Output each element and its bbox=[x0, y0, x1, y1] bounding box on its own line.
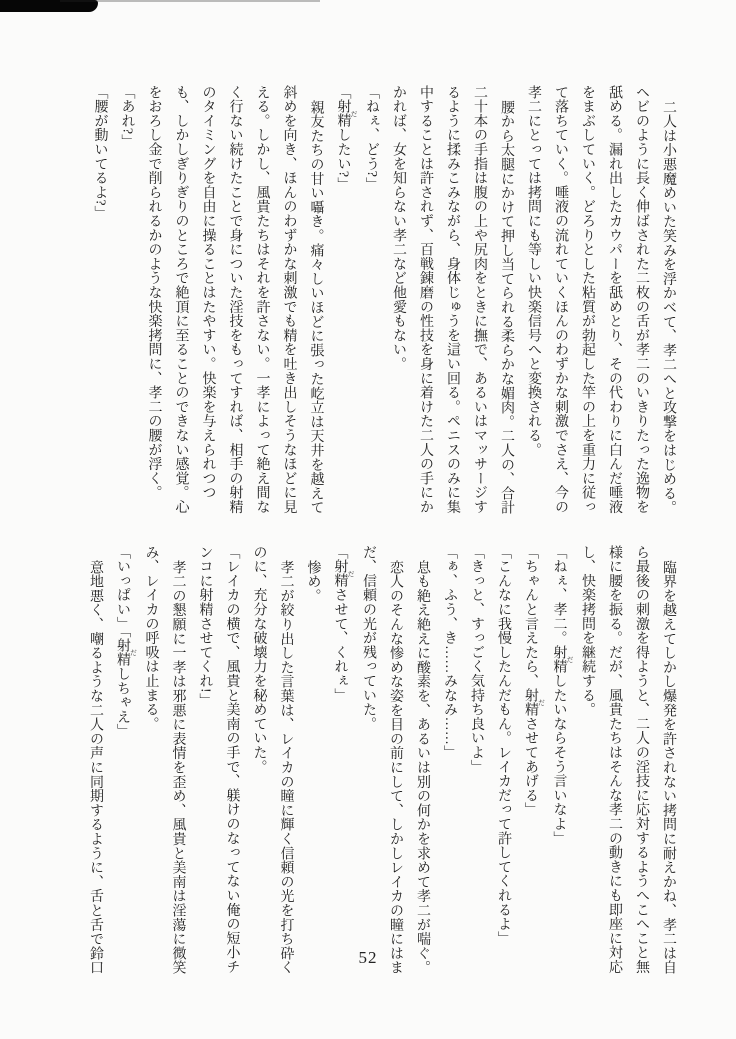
page-number: 52 bbox=[358, 948, 378, 967]
text-column: 「射精 ださせて、くれぇ」 bbox=[332, 545, 355, 703]
text-column: ンコに射精させてくれ!」 bbox=[197, 545, 213, 708]
scan-artifact-streak bbox=[60, 0, 320, 2]
text-column: をおろし金で削られるかのような快楽拷問に、孝二の腰が浮く。 bbox=[146, 85, 162, 500]
furigana-ruby: 射精 だ bbox=[115, 638, 138, 667]
text-column: 「ねぇ、孝二。射精 だしたいならそう言いなよ」 bbox=[551, 545, 574, 846]
text-column: のに、充分な破壊力を秘めていた。 bbox=[251, 545, 267, 774]
text-column: 「あれ?」 bbox=[119, 85, 135, 149]
text-column: 「きっと、すっごく気持ち良いよ」 bbox=[469, 545, 484, 774]
furigana-ruby: 射精 だ bbox=[335, 99, 358, 128]
text-column: 惨め。 bbox=[305, 559, 321, 603]
text-column: し、快楽拷問を継続する。 bbox=[580, 545, 595, 717]
text-column: 息も絶え絶えに酸素を、あるいは別の何かを求めて孝二が喘ぐ。 bbox=[415, 559, 430, 975]
text-column: のタイミングを自由に操ることはたやすい。快楽を与えられつつ bbox=[200, 85, 216, 500]
text-column: 舐める。漏れ出したカウパーを舐めとり、その代わりに白んだ唾液 bbox=[607, 85, 622, 514]
text-column: 孝二の懇願に一孝は邪悪に表情を歪め、風貴と美南は淫蕩に微笑 bbox=[170, 559, 186, 975]
text-column: 孝二にとっては拷問にも等しい快楽信号へと変換される。 bbox=[526, 85, 541, 457]
text-column: 孝二が絞り出した言葉は、レイカの瞳に輝く信頼の光を打ち砕く bbox=[278, 559, 294, 975]
text-column: み、レイカの呼吸は止まる。 bbox=[143, 545, 159, 731]
furigana-ruby: 射精 だ bbox=[332, 559, 355, 588]
text-column: 親友たちの甘い囁き。痛々しいほどに張った屹立は天井を越えて bbox=[308, 99, 324, 515]
text-column: 意地悪く、嘲るような二人の声に同期するように、舌と舌で鈴口 bbox=[88, 559, 103, 975]
text-column: 「ねぇ、どう?」 bbox=[364, 85, 379, 192]
text-block-top bbox=[87, 85, 683, 523]
text-column: だ、信頼の光が残っていた。 bbox=[361, 545, 376, 731]
text-column: 斜めを向き、ほんのわずかな刺激でも精を吐き出しそうなほどに見 bbox=[281, 85, 297, 514]
text-column: 「こんなに我慢したんだもん。レイカだって許してくれるよ」 bbox=[496, 545, 511, 946]
text-column: 恋人のそんな惨めな姿を目の前にして、しかしレイカの瞳にはま bbox=[388, 559, 403, 975]
text-column: く行ない続けたことで身についた淫技をもってすれば、相手の射精 bbox=[227, 85, 243, 514]
text-column: 「レイカの横で、風貴と美南の手で、躾けのなってない俺の短小チ bbox=[224, 545, 240, 974]
text-column: 二十本の手指は腹の上や尻肉をときに撫で、あるいはマッサージす bbox=[472, 85, 487, 514]
text-column: をまぶしていく。どろりとした粘質が勃起した竿の上を重力に従っ bbox=[580, 85, 595, 514]
text-column: 「ぁ、ふう、き……みなみ……」 bbox=[442, 545, 457, 760]
text-column: 様に腰を振る。だが、風貴たちはそんな孝二の動きにも即座に対応 bbox=[607, 545, 622, 974]
text-column: 「腰が動いてるよ?」 bbox=[92, 85, 108, 221]
text-column: 「ちゃんと言えたら、射精 ださせてあげる」 bbox=[523, 545, 546, 817]
text-column: ら最後の刺激を得ようと、二人の淫技に応対するようへこへこと無 bbox=[634, 545, 649, 974]
text-column: も、しかしぎりぎりのところで絶頂に至ることのできない感覚。心 bbox=[173, 85, 189, 514]
text-column: ヘビのように長く伸ばされた二枚の舌が孝二のいきりたった逸物を bbox=[634, 85, 649, 514]
text-column: 「射精 だしたい?」 bbox=[335, 85, 358, 192]
furigana-ruby: 射精 だ bbox=[523, 688, 546, 717]
text-column: るように揉みこみながら、身体じゅうを這い回る。ペニスのみに集 bbox=[445, 85, 460, 514]
text-column: 腰から太腿にかけて押し当てられる柔らかな媚肉。二人の、合計 bbox=[499, 99, 514, 515]
text-column: える。しかし、風貴たちはそれを許さない。一孝によって絶え間な bbox=[254, 85, 270, 514]
text-block-bottom bbox=[82, 545, 682, 983]
text-column: 二人は小悪魔めいた笑みを浮かべて、孝二へと攻撃をはじめる。 bbox=[661, 99, 676, 515]
text-column: かれば、女を知らない孝二など他愛もない。 bbox=[391, 85, 406, 371]
text-column: て落ちていく。唾液の流れていくほんのわずかな刺激でさえ、今の bbox=[553, 85, 568, 514]
furigana-ruby: 射精 だ bbox=[551, 645, 574, 674]
text-column: 「いっぱい」「射精 だしちゃえ」 bbox=[115, 545, 138, 739]
text-column: 臨界を越えてしかし爆発を許されない拷問に耐えかね、孝二は自 bbox=[661, 559, 676, 975]
text-column: 中することは許されず、百戦錬磨の性技を身に着けた二人の手にか bbox=[418, 85, 433, 514]
